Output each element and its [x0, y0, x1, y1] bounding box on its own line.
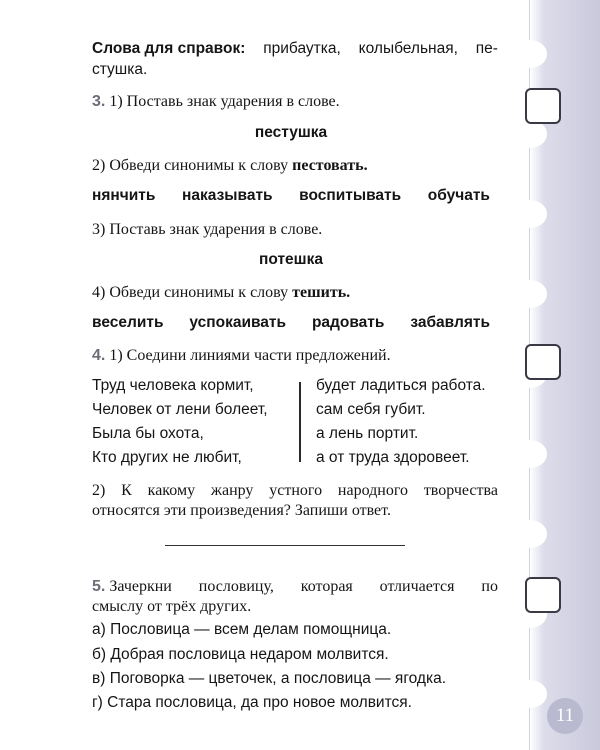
sentence-starts	[92, 374, 268, 470]
task3-item2	[92, 157, 368, 175]
sentence-end[interactable]: будет ладиться работа.	[316, 377, 486, 394]
task3-item2-word: пестовать.	[292, 157, 368, 174]
reference-word: пе-	[475, 40, 498, 57]
sentence-end[interactable]: а от труда здоровеет.	[316, 449, 470, 466]
sentence-ends	[316, 374, 486, 470]
task5-word: по	[481, 578, 498, 595]
task3-item4-text: 4) Обведи синонимы к слову	[92, 284, 289, 301]
task4-item2-word: какому	[147, 482, 196, 499]
stress-word-poteshka: потешка	[259, 251, 323, 268]
answer-line[interactable]	[165, 545, 405, 546]
sentence-start[interactable]: Была бы охота,	[92, 425, 204, 442]
task5-word: которая	[300, 578, 353, 595]
task3-item2-text: 2) Обведи синонимы к слову	[92, 157, 289, 174]
page-number: 11	[547, 698, 583, 734]
synonym-option[interactable]: веселить	[92, 314, 164, 331]
sentence-start[interactable]: Труд человека кормит,	[92, 377, 254, 394]
synonym-option[interactable]: забавлять	[410, 314, 490, 331]
task5-number: 5.	[92, 578, 106, 595]
task4-item2-word: устного	[269, 482, 323, 499]
proverb-option[interactable]: а) Пословица — всем делам помощница.	[92, 621, 392, 638]
task4-item2-word: жанру	[210, 482, 254, 499]
stress-word-pestushka: пестушка	[254, 124, 328, 141]
task3-number: 3.	[92, 93, 106, 110]
reference-word: прибаутка,	[263, 40, 341, 57]
task5-word: Зачеркни	[109, 578, 172, 595]
task3-item4	[92, 284, 350, 302]
task4-checkbox[interactable]	[525, 344, 561, 380]
synonym-option[interactable]: нянчить	[92, 187, 156, 204]
task4-item2-word: народного	[337, 482, 408, 499]
proverb-option[interactable]: г) Стара пословица, да про новое молвится.	[92, 694, 412, 711]
task5-line2: смыслу от трёх других.	[92, 598, 252, 615]
task3-item1-text: 1) Поставь знак ударения в слове.	[109, 93, 340, 110]
task4-number: 4.	[92, 347, 106, 364]
sentence-start[interactable]: Кто других не любит,	[92, 449, 242, 466]
reference-label: Слова для справок:	[92, 40, 246, 57]
column-divider	[299, 382, 301, 462]
sentence-start[interactable]: Человек от лени болеет,	[92, 401, 268, 418]
proverb-option[interactable]: в) Поговорка — цветочек, а пословица — ягодка.	[92, 670, 447, 687]
task3-checkbox[interactable]	[525, 88, 561, 124]
task3-item3: 3) Поставь знак ударения в слове.	[92, 221, 323, 238]
task5-word: отличается	[379, 578, 455, 595]
task4-item2-line2: относятся эти произведения? Запиши ответ.	[92, 502, 391, 519]
synonym-option[interactable]: наказывать	[182, 187, 273, 204]
task4-item2-word: творчества	[423, 482, 498, 499]
synonym-option[interactable]: воспитывать	[299, 187, 402, 204]
task4-item1	[92, 347, 391, 365]
synonym-option[interactable]: обучать	[427, 187, 490, 204]
reference-word: колыбельная,	[358, 40, 458, 57]
task3-item4-word: тешить.	[292, 284, 351, 301]
synonym-option[interactable]: успокаивать	[189, 314, 287, 331]
task5-checkbox[interactable]	[525, 577, 561, 613]
sentence-end[interactable]: а лень портит.	[316, 425, 419, 442]
reference-line-2: стушка.	[92, 61, 148, 78]
synonyms-row-1	[92, 187, 490, 205]
task3-item1	[92, 93, 340, 111]
task4-item2-word: 2)	[92, 482, 106, 499]
reference-line-1	[92, 40, 498, 58]
synonym-option[interactable]: радовать	[311, 314, 385, 331]
task4-item1-text: 1) Соедини линиями части предложений.	[109, 347, 391, 364]
task5-line1	[92, 578, 498, 596]
task5-word: пословицу,	[198, 578, 274, 595]
task4-item2-line1	[92, 482, 498, 500]
sentence-end[interactable]: сам себя губит.	[316, 401, 426, 418]
proverb-option[interactable]: б) Добрая пословица недаром молвится.	[92, 646, 389, 663]
synonyms-row-2	[92, 314, 490, 332]
task4-item2-word: К	[121, 482, 132, 499]
